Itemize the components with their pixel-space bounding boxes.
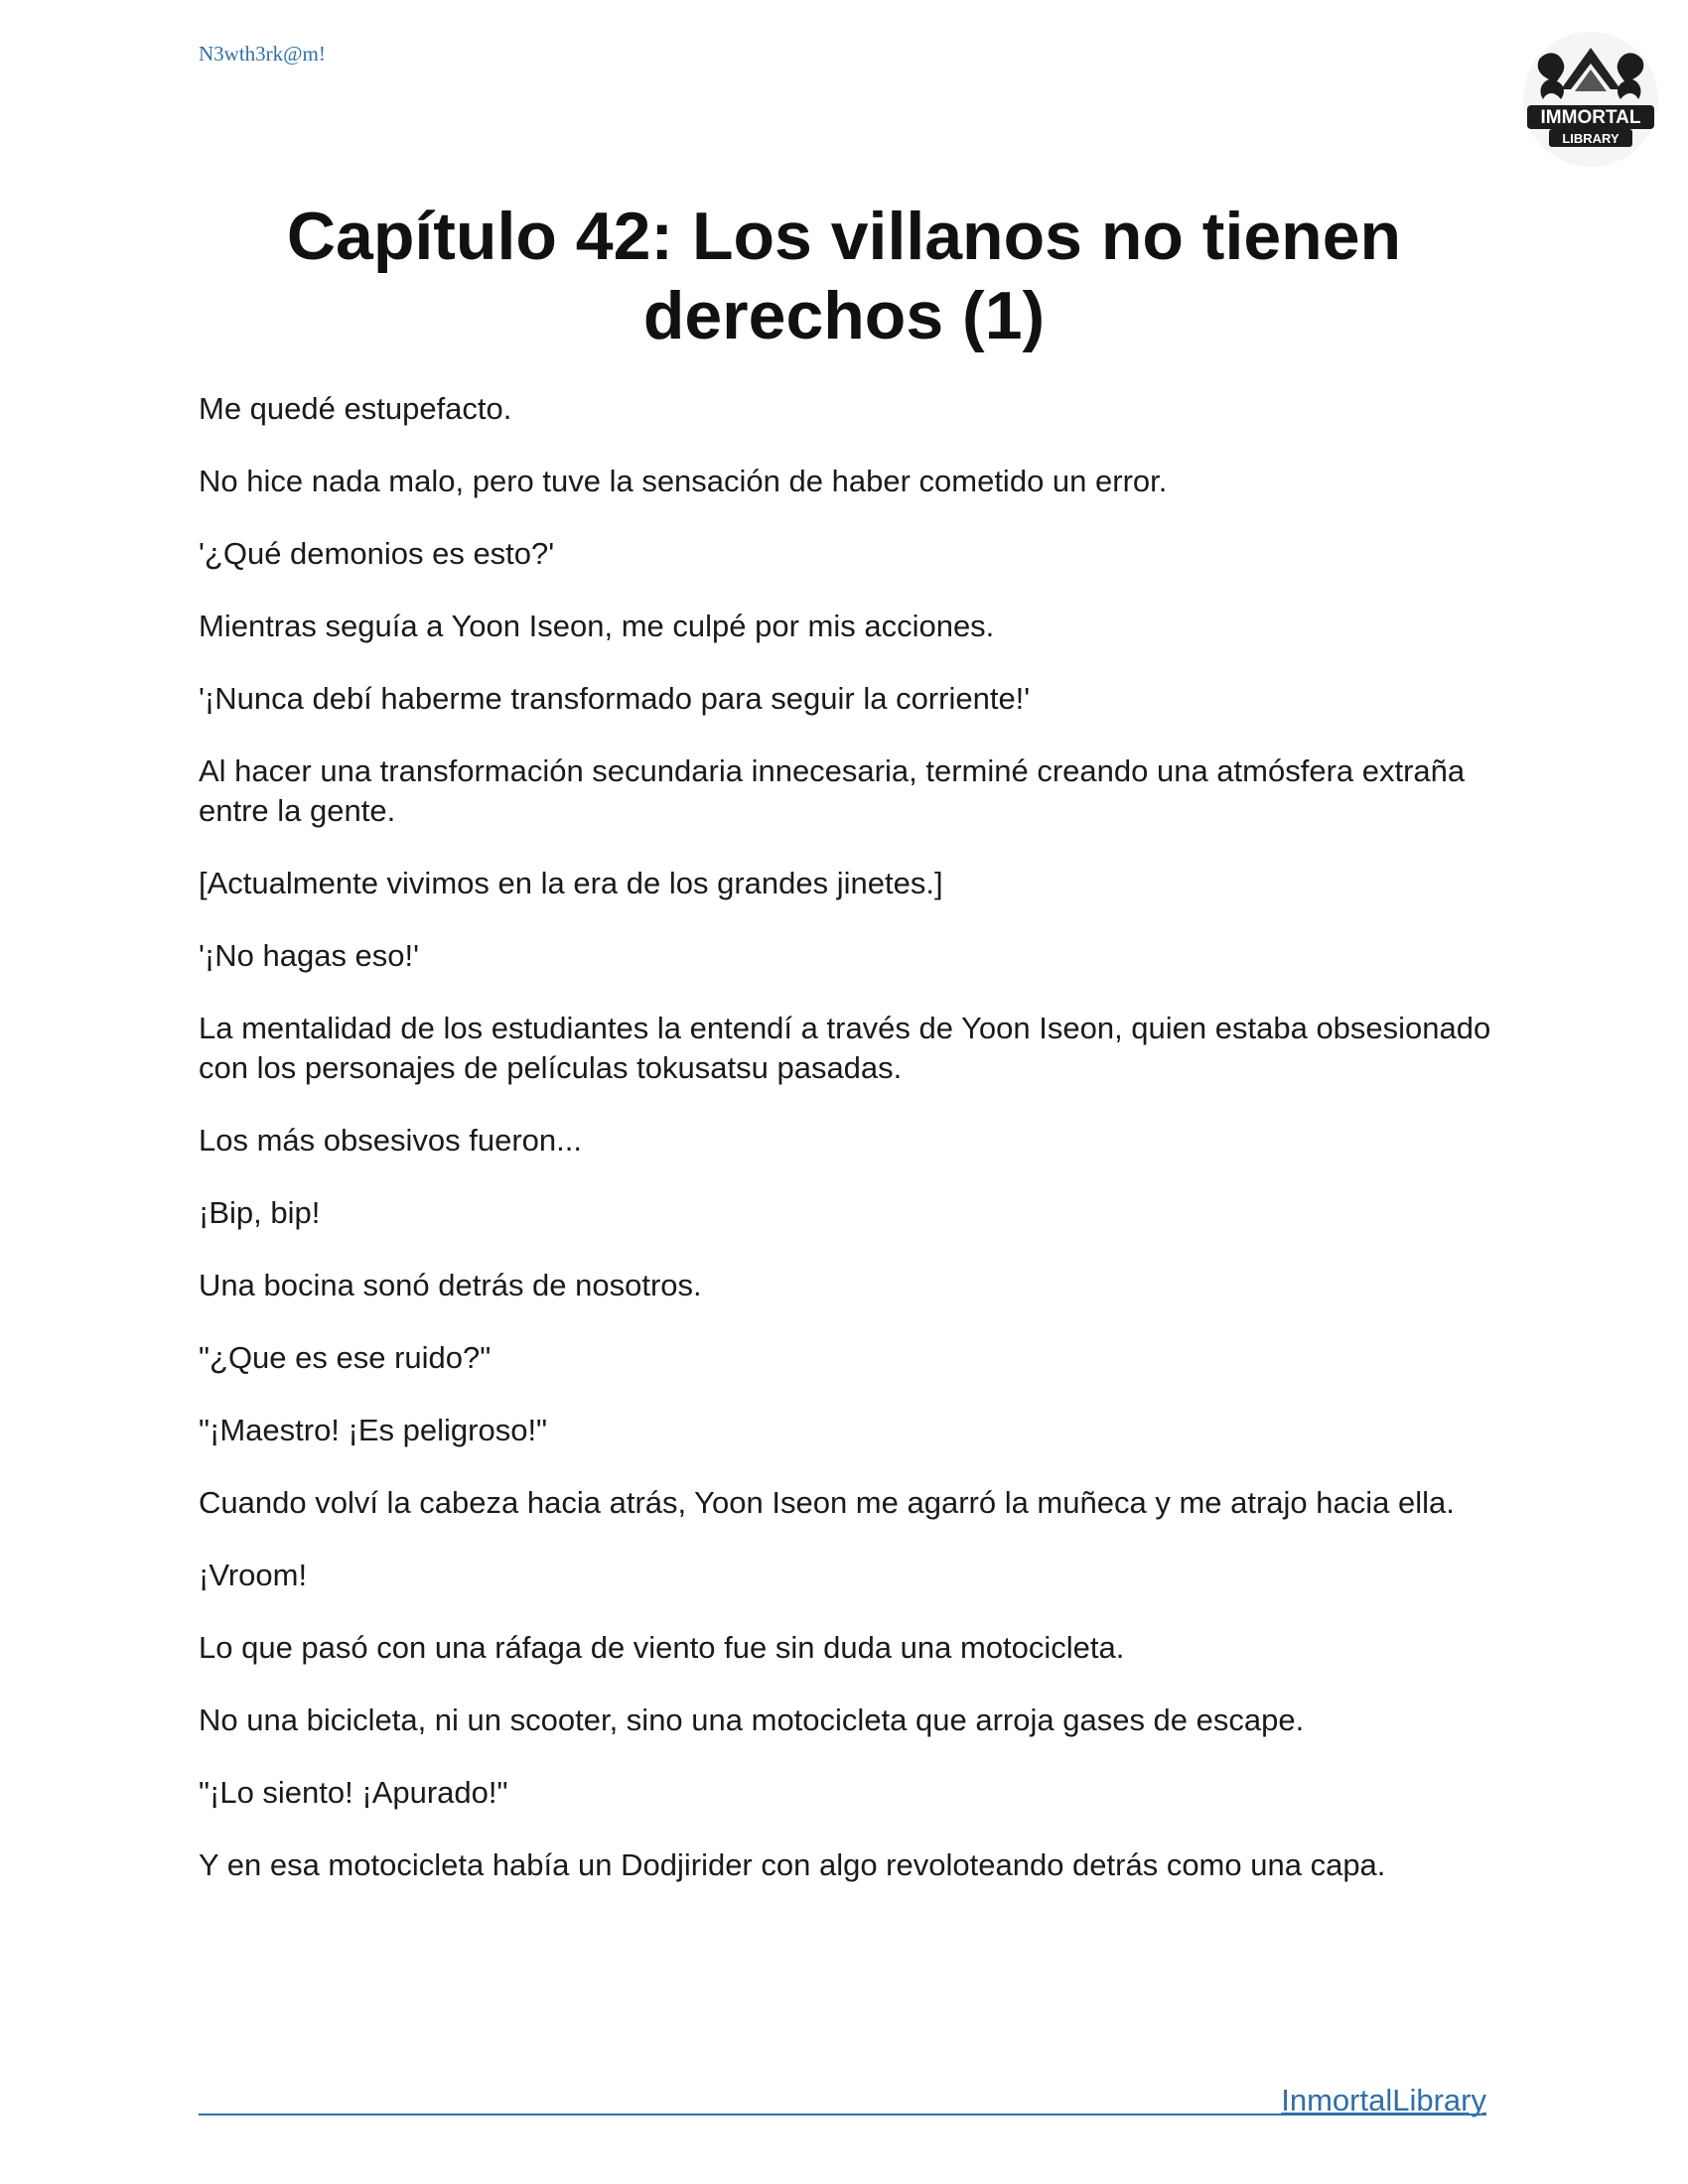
paragraph: Lo que pasó con una ráfaga de viento fue sin duda una motocicleta.: [199, 1630, 1125, 1665]
paragraph: Los más obsesivos fueron...: [199, 1123, 582, 1158]
footer-link[interactable]: InmortalLibrary: [1281, 2083, 1486, 2117]
paragraph: Cuando volví la cabeza hacia atrás, Yoon Iseon me agarró la muñeca y me atrajo hacia ella.: [199, 1485, 1455, 1520]
paragraph: "¡Maestro! ¡Es peligroso!": [199, 1413, 548, 1447]
paragraph: "¡Lo siento! ¡Apurado!": [199, 1775, 508, 1810]
watermark-tag: N3wth3rk@m!: [199, 42, 326, 66]
chapter-title: Capítulo 42: Los villanos no tienen derechos (1): [286, 199, 1402, 353]
paragraph: '¿Qué demonios es esto?': [199, 536, 555, 571]
paragraph: ¡Bip, bip!: [199, 1195, 321, 1230]
paragraph: '¡Nunca debí haberme transformado para seguir la corriente!': [199, 681, 1031, 716]
paragraph: No hice nada malo, pero tuve la sensación de haber cometido un error.: [199, 464, 1168, 498]
paragraph: "¿Que es ese ruido?": [199, 1340, 492, 1375]
paragraph: Me quedé estupefacto.: [199, 391, 512, 426]
chapter-body: [199, 389, 1499, 1918]
logo-line2: LIBRARY: [1562, 131, 1619, 146]
paragraph: Mientras seguía a Yoon Iseon, me culpé por mis acciones.: [199, 609, 995, 643]
logo-line1: IMMORTAL: [1540, 107, 1641, 128]
paragraph: Una bocina sonó detrás de nosotros.: [199, 1268, 702, 1302]
paragraph: ¡Vroom!: [199, 1558, 308, 1592]
paragraph: No una bicicleta, ni un scooter, sino una motocicleta que arroja gases de escape.: [199, 1703, 1305, 1737]
immortal-library-logo: [1517, 30, 1664, 169]
dragon-crest-icon: [1517, 30, 1664, 169]
paragraph: '¡No hagas eso!': [199, 938, 420, 973]
paragraph: Al hacer una transformación secundaria innecesaria, terminé creando una atmósfera extraña entre la gente.: [199, 753, 1466, 828]
paragraph: [Actualmente vivimos en la era de los grandes jinetes.]: [199, 866, 943, 900]
paragraph: Y en esa motocicleta había un Dodjirider con algo revoloteando detrás como una capa.: [199, 1847, 1386, 1882]
paragraph: La mentalidad de los estudiantes la entendí a través de Yoon Iseon, quien estaba obsesionado con los personajes de películas tokusatsu pasadas.: [199, 1011, 1491, 1085]
